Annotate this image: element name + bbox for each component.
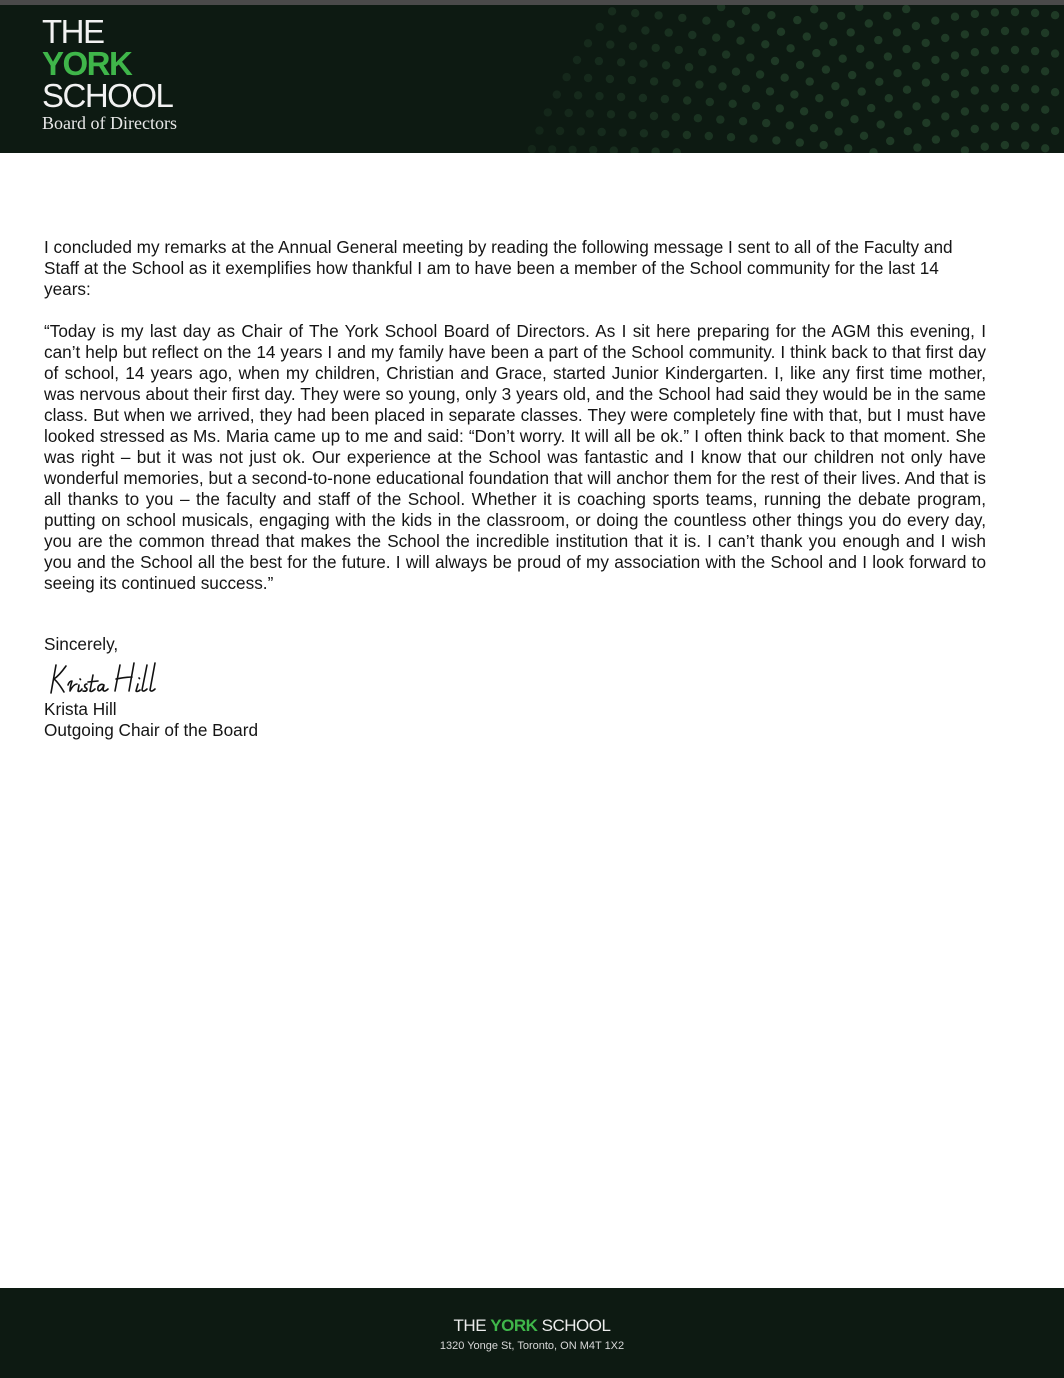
footer-logo: [0, 1316, 1064, 1336]
closing-salutation: Sincerely,: [44, 634, 119, 654]
quote-paragraph: “Today is my last day as Chair of The York School Board of Directors. As I sit here preparing for the AGM this evening, I can’t help but reflect on the 14 years I and my family have been a part of the School community. I think back to that first day of school, 14 years ago, when my children, Christian and Grace, started Junior Kindergarten. I, like any first time mother, was nervous about their first day. They were so young, only 3 years old, and the School had said they would be in the same class. But when we arrived, they had been placed in separate classes. They were completely fine with that, but I must have looked stressed as Ms. Maria came up to me and said: “Don’t worry. It will all be ok.” I often think back to that moment. She was right – but it was not just ok. Our experience at the School was fantastic and I know that our children not only have wonderful memories, but a second-to-none educational foundation that will anchor them for the rest of their lives. And that is all thanks to you – the faculty and staff of the School. Whether it is coaching sports teams, running the debate program, putting on school musicals, engaging with the kids in the classroom, or doing the countless other things you do every day, you are the common thread that makes the School the incredible institution that it is. I can’t thank you enough and I wish you and the School all the best for the future. I will always be proud of my association with the School and I look forward to seeing its continued success.”: [44, 321, 986, 593]
signer-name: Krista Hill: [44, 699, 117, 719]
logo-line-york: YORK: [42, 45, 132, 82]
letter-body: [44, 237, 986, 615]
letter-closing: [44, 634, 258, 741]
logo-line-school: SCHOOL: [42, 77, 173, 114]
footer-logo-york: YORK: [490, 1316, 538, 1335]
letterhead-header: [0, 5, 1064, 153]
footer-logo-the: THE: [453, 1316, 491, 1335]
handwritten-signature: [46, 657, 166, 699]
footer-address: 1320 Yonge St, Toronto, ON M4T 1X2: [439, 1340, 625, 1352]
signer-title: Outgoing Chair of the Board: [44, 720, 259, 740]
footer-logo-school: SCHOOL: [537, 1316, 611, 1335]
letterhead-footer: [0, 1288, 1064, 1378]
logo-subtitle: Board of Directors: [42, 113, 177, 133]
logo-line-the: THE: [42, 13, 104, 50]
intro-paragraph: I concluded my remarks at the Annual General meeting by reading the following message I sent to all of the Faculty and Staff at the School as it exemplifies how thankful I am to have been a member of the School community for the last 14 years:: [44, 237, 953, 299]
school-logo: [42, 15, 177, 132]
